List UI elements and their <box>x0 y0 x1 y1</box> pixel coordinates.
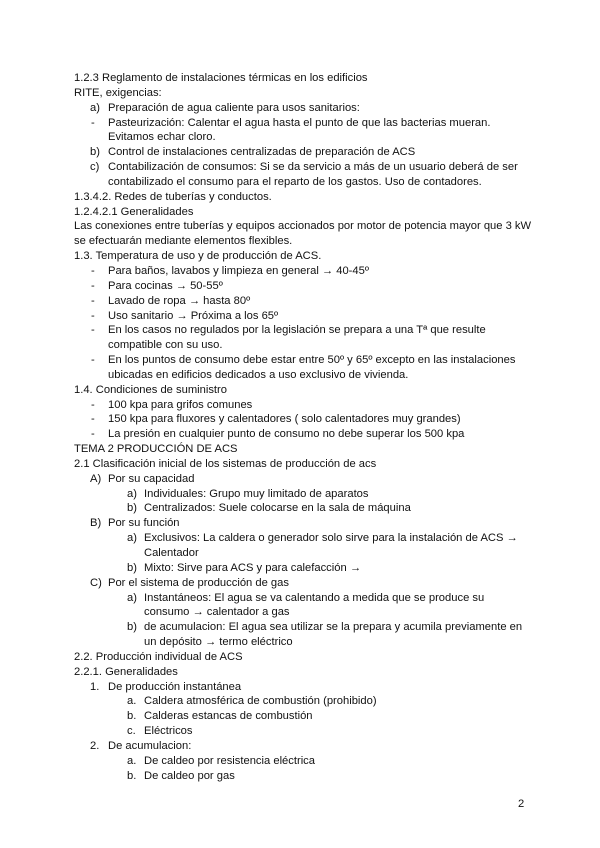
line-text: 2.2. Producción individual de ACS <box>74 650 243 663</box>
list-marker: - <box>91 294 95 307</box>
line-text: Lavado de ropa → hasta 80º <box>108 294 251 307</box>
list-marker: b) <box>127 502 137 515</box>
line-text: Evitamos echar cloro. <box>108 131 216 144</box>
list-item <box>74 561 534 576</box>
list-marker: b. <box>127 710 137 723</box>
text-line <box>74 130 534 145</box>
text-line <box>74 605 534 620</box>
list-item <box>74 591 534 606</box>
list-marker: B) <box>90 517 102 530</box>
list-item <box>74 309 534 324</box>
list-marker: - <box>91 398 95 411</box>
line-text: 1.2.3 Reglamento de instalaciones térmicas en los edificios <box>74 72 368 84</box>
line-text: Centralizados: Suele colocarse en la sala de máquina <box>144 502 411 515</box>
list-marker: 2. <box>90 739 100 752</box>
line-text: De producción instantánea <box>108 680 242 693</box>
line-text: contabilizado el consumo para el reparto de los gastos. Uso de contadores. <box>108 175 482 188</box>
line-text: TEMA 2 PRODUCCIÓN DE ACS <box>74 443 238 456</box>
list-marker: - <box>91 309 95 322</box>
list-item <box>74 279 534 294</box>
line-text: En los puntos de consumo debe estar entre 50º y 65º excepto en las instalaciones <box>108 354 516 367</box>
line-text: Contabilización de consumos: Si se da servicio a más de un usuario deberá de ser <box>108 161 518 174</box>
list-marker: - <box>91 279 95 292</box>
text-line <box>74 71 534 86</box>
list-item <box>74 412 534 427</box>
list-item <box>74 427 534 442</box>
text-line <box>74 442 534 457</box>
list-marker: - <box>91 354 95 367</box>
list-item <box>74 101 534 116</box>
list-item <box>74 516 534 531</box>
text-line <box>74 665 534 680</box>
text-line <box>74 249 534 264</box>
list-marker: - <box>91 428 95 441</box>
line-text: 100 kpa para grifos comunes <box>108 398 253 411</box>
line-text: Caldera atmosférica de combustión (prohibido) <box>144 695 377 708</box>
line-text: consumo → calentador a gas <box>144 606 290 619</box>
list-marker: a. <box>127 754 137 767</box>
list-item <box>74 754 534 769</box>
list-marker: a) <box>127 487 137 500</box>
list-marker: b) <box>90 146 100 159</box>
text-line <box>74 635 534 650</box>
list-item <box>74 353 534 368</box>
list-item <box>74 576 534 591</box>
line-text: Por su función <box>108 517 180 530</box>
line-text: 1.3. Temperatura de uso y de producción de ACS. <box>74 250 322 263</box>
list-marker: a) <box>90 101 100 114</box>
text-line <box>74 219 534 234</box>
list-item <box>74 739 534 754</box>
page-number: 2 <box>518 798 525 810</box>
list-item <box>74 294 534 309</box>
list-item <box>74 116 534 131</box>
text-line <box>74 86 534 101</box>
text-line <box>74 383 534 398</box>
list-marker: - <box>91 324 95 337</box>
line-text: Pasteurización: Calentar el agua hasta el punto de que las bacterias mueran. <box>108 116 491 129</box>
text-line <box>74 190 534 205</box>
text-line <box>74 546 534 561</box>
line-text: Por su capacidad <box>108 472 195 485</box>
list-item <box>74 620 534 635</box>
line-text: Preparación de agua caliente para usos sanitarios: <box>108 101 360 114</box>
line-text: Por el sistema de producción de gas <box>108 576 289 589</box>
list-item <box>74 501 534 516</box>
text-line <box>74 368 534 383</box>
list-item <box>74 680 534 695</box>
list-marker: c. <box>127 725 136 738</box>
line-text: Las conexiones entre tuberías y equipos accionados por motor de potencia mayor que 3 kW <box>74 220 532 233</box>
list-marker: b) <box>127 561 137 574</box>
line-text: 2.1 Clasificación inicial de los sistemas de producción de acs <box>74 457 377 470</box>
list-marker: - <box>91 413 95 426</box>
list-item <box>74 472 534 487</box>
line-text: Para baños, lavabos y limpieza en general → 40-45º <box>108 264 369 277</box>
list-marker: b. <box>127 769 137 782</box>
line-text: De caldeo por resistencia eléctrica <box>144 754 316 767</box>
line-text: 150 kpa para fluxores y calentadores ( solo calentadores muy grandes) <box>108 413 461 426</box>
line-text: un depósito → termo eléctrico <box>144 636 293 649</box>
line-text: Calentador <box>144 547 199 559</box>
text-line <box>74 338 534 353</box>
line-text: Exclusivos: La caldera o generador solo sirve para la instalación de ACS → <box>144 532 518 545</box>
line-text: RITE, exigencias: <box>74 86 162 99</box>
line-text: Uso sanitario → Próxima a los 65º <box>108 309 279 322</box>
line-text: Control de instalaciones centralizadas de preparación de ACS <box>108 146 416 159</box>
list-marker: - <box>91 116 95 129</box>
line-text: Mixto: Sirve para ACS y para calefacción → <box>144 561 362 574</box>
line-text: Para cocinas → 50-55º <box>108 279 223 292</box>
list-item <box>74 323 534 338</box>
line-text: Eléctricos <box>144 725 193 738</box>
line-text: 1.2.4.2.1 Generalidades <box>74 205 194 218</box>
line-text: se efectuarán mediante elementos flexibles. <box>74 235 293 248</box>
text-line <box>74 457 534 472</box>
text-line <box>74 650 534 665</box>
line-text: Instantáneos: El agua se va calentando a medida que se produce su <box>144 591 485 604</box>
list-item <box>74 145 534 160</box>
list-item <box>74 398 534 413</box>
line-text: de acumulacion: El agua sea utilizar se la prepara y acumila previamente en <box>144 621 523 634</box>
text-line <box>74 205 534 220</box>
list-marker: C) <box>90 576 102 589</box>
list-item <box>74 709 534 724</box>
list-item <box>74 724 534 739</box>
document-body <box>74 71 534 784</box>
line-text: 2.2.1. Generalidades <box>74 665 178 678</box>
list-marker: c) <box>90 161 100 174</box>
list-marker: a. <box>127 695 137 708</box>
line-text: En los casos no regulados por la legislación se prepara a una Tª que resulte <box>108 324 486 337</box>
list-marker: a) <box>127 591 137 604</box>
list-item <box>74 264 534 279</box>
list-marker: a) <box>127 532 137 545</box>
list-item <box>74 694 534 709</box>
list-item <box>74 531 534 546</box>
line-text: Calderas estancas de combustión <box>144 710 313 723</box>
line-text: De caldeo por gas <box>144 769 235 782</box>
list-item <box>74 487 534 502</box>
line-text: ubicadas en edificios dedicados a uso exclusivo de vivienda. <box>108 368 409 381</box>
list-marker: - <box>91 264 95 277</box>
list-marker: b) <box>127 621 137 634</box>
line-text: De acumulacion: <box>108 739 192 752</box>
list-marker: 1. <box>90 680 100 693</box>
line-text: compatible con su uso. <box>108 339 223 352</box>
line-text: Individuales: Grupo muy limitado de aparatos <box>144 487 369 500</box>
line-text: 1.4. Condiciones de suministro <box>74 383 227 396</box>
line-text: 1.3.4.2. Redes de tuberías y conductos. <box>74 190 272 203</box>
text-line <box>74 234 534 249</box>
list-item <box>74 160 534 175</box>
list-item <box>74 769 534 784</box>
list-marker: A) <box>90 472 102 485</box>
line-text: La presión en cualquier punto de consumo no debe superar los 500 kpa <box>108 428 465 441</box>
text-line <box>74 175 534 190</box>
